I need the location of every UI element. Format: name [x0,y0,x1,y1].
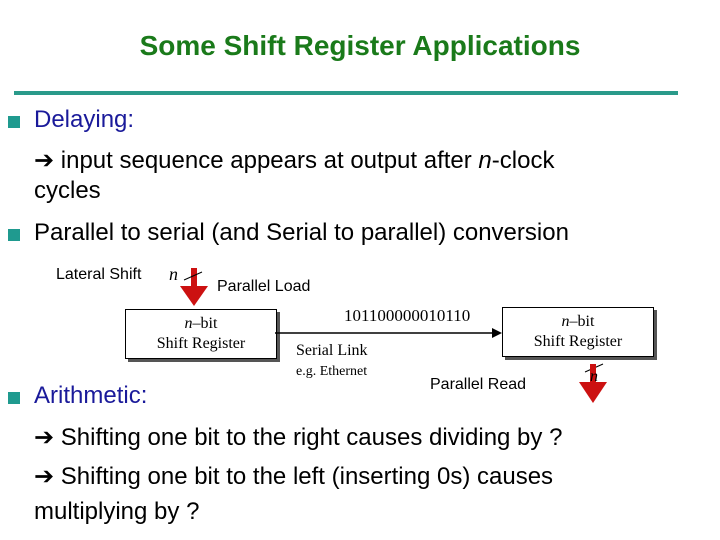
right-arrow-icon: ➔ [34,147,55,174]
slide-title: Some Shift Register Applications [139,30,581,61]
parallel-read-label: Parallel Read [430,376,527,393]
arithmetic-line-2 [34,462,553,492]
delaying-line-1-post: -clock [491,147,555,174]
left-register-n: n [184,315,193,332]
bullet-marker [8,392,20,404]
bullet-delaying-heading: Delaying: [34,106,135,133]
delaying-line-1-em: n [478,147,492,174]
parallel-load-arrow-icon [180,268,208,306]
right-arrow-icon: ➔ [34,424,55,451]
right-register-bit: –bit [569,313,595,330]
bullet-conversion: Parallel to serial (and Serial to parallel) conversion [34,219,569,246]
delaying-line-2: cycles [34,177,101,204]
right-register-line-2: Shift Register [533,333,623,350]
serial-link-arrow-icon [275,328,502,338]
serial-link-label: Serial Link [296,342,368,359]
left-register-line-2: Shift Register [156,335,246,352]
lateral-shift-label: Lateral Shift [56,266,142,283]
bitstream-label: 101100000010110 [344,306,471,325]
arithmetic-line-1-text: Shifting one bit to the right causes dividing by ? [54,424,563,451]
right-arrow-icon: ➔ [34,463,55,490]
parallel-load-label: Parallel Load [217,278,311,295]
arithmetic-line-2-text: Shifting one bit to the left (inserting 0s) causes [54,463,554,490]
delaying-line-1-pre: input sequence appears at output after [54,147,479,174]
n-label-right: n [590,368,598,385]
left-register-bit: –bit [192,315,218,332]
n-label-left: n [169,264,178,284]
arithmetic-line-3: multiplying by ? [34,498,200,525]
arithmetic-line-1 [34,423,562,453]
bullet-arithmetic-heading: Arithmetic: [34,382,148,409]
ethernet-label: e.g. Ethernet [296,364,368,379]
right-register-n: n [561,313,570,330]
